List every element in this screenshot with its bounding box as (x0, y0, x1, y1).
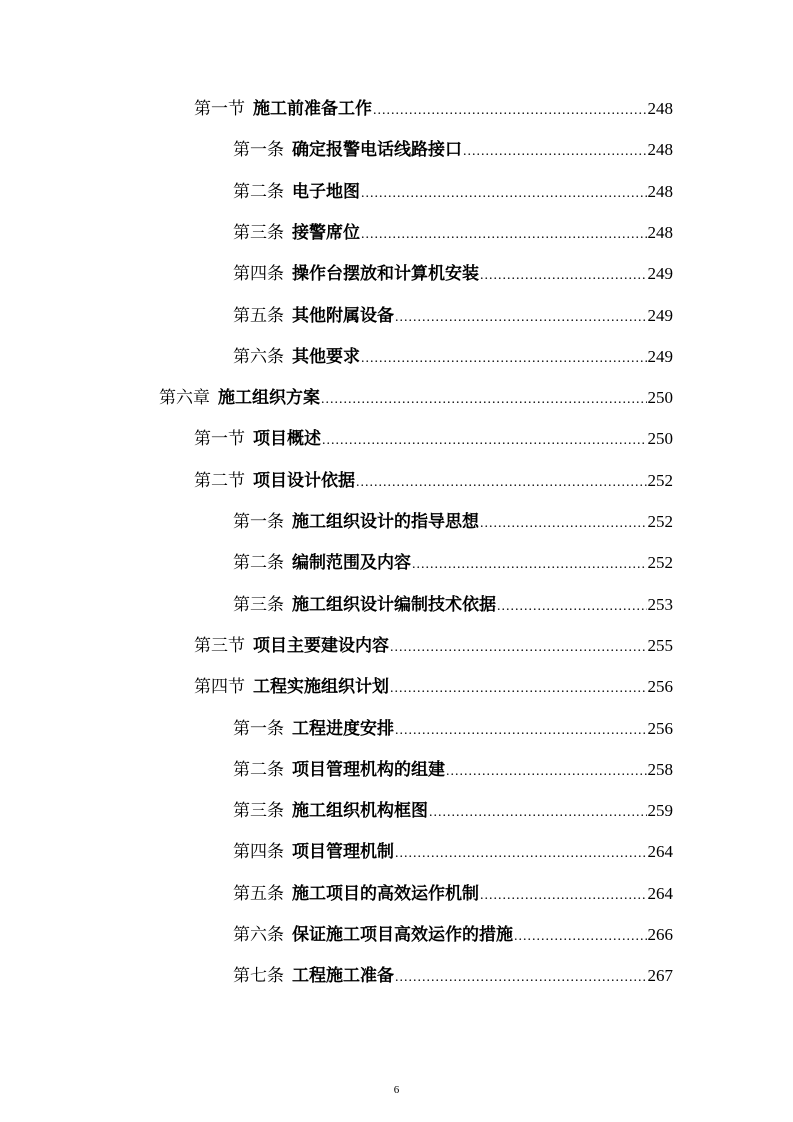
toc-entry-number: 第三条 (233, 223, 284, 243)
toc-entry-title: 其他要求 (292, 347, 360, 367)
toc-entry-number: 第四节 (194, 677, 245, 697)
toc-entry[interactable] (0, 675, 793, 699)
toc-entry[interactable] (0, 386, 793, 410)
toc-entry-title: 项目主要建设内容 (253, 636, 389, 656)
toc-entry[interactable] (0, 469, 793, 493)
toc-entry-page: 266 (647, 925, 673, 944)
toc-entry-number: 第三条 (233, 595, 284, 615)
toc-entry[interactable] (0, 717, 793, 741)
toc-entry-title: 项目管理机构的组建 (292, 760, 445, 780)
toc-entry-page: 248 (647, 140, 673, 159)
toc-entry[interactable] (0, 221, 793, 245)
toc-entry-page: 250 (647, 429, 673, 448)
toc-entry-number: 第六条 (233, 347, 284, 367)
dot-leader (390, 636, 647, 660)
toc-entry-title: 施工组织机构框图 (292, 801, 428, 821)
toc-entry-title: 确定报警电话线路接口 (292, 140, 462, 160)
toc-entry[interactable] (0, 634, 793, 658)
toc-entry-title: 项目管理机制 (292, 842, 394, 862)
dot-leader (395, 842, 647, 866)
page-number: 6 (393, 1084, 400, 1096)
toc-entry[interactable] (0, 262, 793, 286)
toc-entry[interactable] (0, 882, 793, 906)
toc-entry-number: 第三节 (194, 636, 245, 656)
toc-entry-title: 接警席位 (292, 223, 360, 243)
toc-entry-title: 项目设计依据 (253, 471, 355, 491)
toc-entry-number: 第一条 (233, 140, 284, 160)
dot-leader (429, 801, 647, 825)
toc-entry-page: 249 (647, 306, 673, 325)
toc-entry-number: 第五条 (233, 884, 284, 904)
toc-entry-title: 工程施工准备 (292, 966, 394, 986)
dot-leader (373, 99, 647, 123)
dot-leader (356, 471, 647, 495)
dot-leader (390, 677, 647, 701)
toc-entry-number: 第一节 (194, 429, 245, 449)
toc-entry[interactable] (0, 758, 793, 782)
toc-entry-page: 264 (647, 842, 673, 861)
toc-entry[interactable] (0, 923, 793, 947)
toc-entry[interactable] (0, 510, 793, 534)
toc-entry-number: 第二条 (233, 760, 284, 780)
toc-entry-page: 249 (647, 264, 673, 283)
toc-entry-number: 第二条 (233, 553, 284, 573)
toc-entry-title: 工程进度安排 (292, 719, 394, 739)
toc-entry[interactable] (0, 138, 793, 162)
toc-entry-title: 其他附属设备 (292, 306, 394, 326)
dot-leader (480, 512, 647, 536)
toc-entry-title: 保证施工项目高效运作的措施 (292, 925, 513, 945)
toc-entry[interactable] (0, 427, 793, 451)
toc-entry-title: 施工前准备工作 (253, 99, 372, 119)
toc-entry-page: 256 (647, 719, 673, 738)
toc-entry[interactable] (0, 180, 793, 204)
dot-leader (412, 553, 647, 577)
toc-entry-title: 工程实施组织计划 (253, 677, 389, 697)
toc-entry-page: 258 (647, 760, 673, 779)
toc-entry[interactable] (0, 304, 793, 328)
toc-entry-title: 施工组织设计的指导思想 (292, 512, 479, 532)
toc-entry-page: 248 (647, 99, 673, 118)
toc-entry-title: 电子地图 (292, 182, 360, 202)
toc-entry[interactable] (0, 840, 793, 864)
dot-leader (395, 966, 647, 990)
toc-entry-page: 248 (647, 223, 673, 242)
dot-leader (321, 388, 647, 412)
toc-entry-number: 第七条 (233, 966, 284, 986)
toc-entry-page: 250 (647, 388, 673, 407)
toc-entry-title: 编制范围及内容 (292, 553, 411, 573)
dot-leader (480, 884, 647, 908)
toc-entry-title: 项目概述 (253, 429, 321, 449)
toc-entry-number: 第三条 (233, 801, 284, 821)
dot-leader (361, 347, 647, 371)
toc-entry-page: 253 (647, 595, 673, 614)
dot-leader (497, 595, 647, 619)
dot-leader (446, 760, 647, 784)
toc-entry-page: 252 (647, 553, 673, 572)
toc-entry[interactable] (0, 551, 793, 575)
dot-leader (514, 925, 647, 949)
toc-entry-number: 第五条 (233, 306, 284, 326)
toc-entry-number: 第六条 (233, 925, 284, 945)
toc-entry-number: 第一节 (194, 99, 245, 119)
toc-entry-page: 264 (647, 884, 673, 903)
toc-entry-number: 第六章 (159, 388, 210, 408)
toc-entry-page: 267 (647, 966, 673, 985)
toc-entry-page: 259 (647, 801, 673, 820)
dot-leader (480, 264, 647, 288)
toc-entry-page: 252 (647, 512, 673, 531)
toc-entry[interactable] (0, 799, 793, 823)
toc-entry-page: 249 (647, 347, 673, 366)
toc-entry-title: 操作台摆放和计算机安装 (292, 264, 479, 284)
toc-entry[interactable] (0, 97, 793, 121)
dot-leader (322, 429, 647, 453)
toc-entry-page: 248 (647, 182, 673, 201)
dot-leader (361, 182, 647, 206)
toc-entry[interactable] (0, 593, 793, 617)
toc-entry[interactable] (0, 345, 793, 369)
dot-leader (395, 306, 647, 330)
dot-leader (395, 719, 647, 743)
toc-entry-number: 第二条 (233, 182, 284, 202)
toc-entry-page: 256 (647, 677, 673, 696)
toc-entry-number: 第四条 (233, 264, 284, 284)
toc-entry-number: 第二节 (194, 471, 245, 491)
toc-entry-number: 第四条 (233, 842, 284, 862)
toc-entry-title: 施工组织设计编制技术依据 (292, 595, 496, 615)
toc-entry-number: 第一条 (233, 719, 284, 739)
dot-leader (463, 140, 647, 164)
toc-entry[interactable] (0, 964, 793, 988)
toc-entry-title: 施工项目的高效运作机制 (292, 884, 479, 904)
toc-entry-page: 255 (647, 636, 673, 655)
toc-entry-number: 第一条 (233, 512, 284, 532)
dot-leader (361, 223, 647, 247)
toc-entry-title: 施工组织方案 (218, 388, 320, 408)
toc-entry-page: 252 (647, 471, 673, 490)
